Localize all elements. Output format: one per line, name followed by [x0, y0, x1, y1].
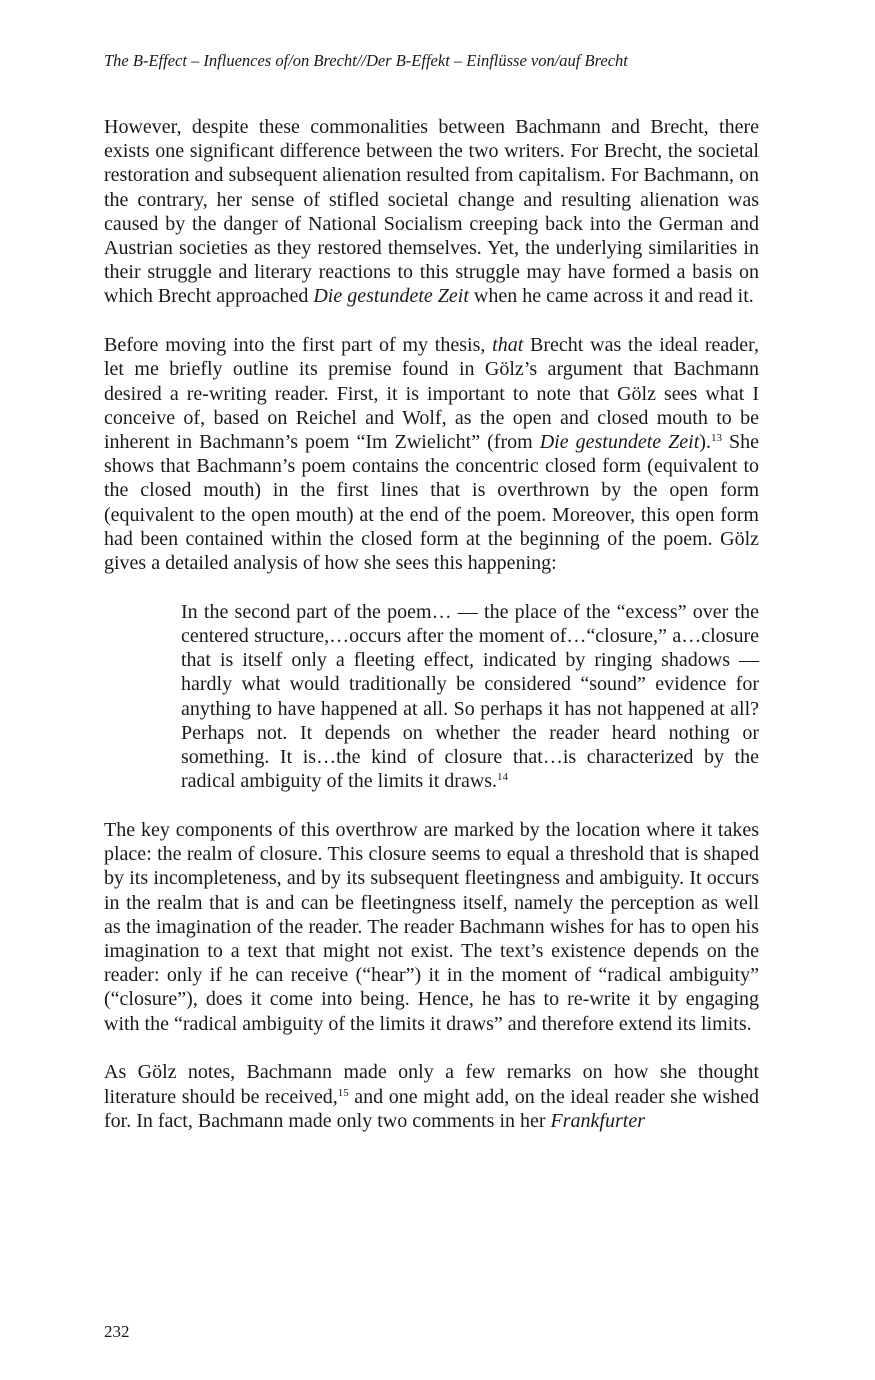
paragraph-4-text-a: As Gölz notes, Bachmann made only a few remarks on how she thought literature should be received, — [104, 1061, 759, 1108]
paragraph-3-text: The key components of this overthrow are marked by the location where it takes place: the realm of closure. This closure seems to equal a threshold that is shaped by its incompleteness, and by its subsequent fleetingness and ambiguity. It occurs in the realm that is and can be fleetingness itself, namely the perception as well as the imagination of the reader. The reader Bachmann wishes for has to open his imagination to a text that might not exist. The text’s existence depends on the reader: only if he can receive (“hear”) it in the moment of “radical ambiguity” (“closure”), does it come into being. Hence, he has to re-write it by engaging with the “radical ambiguity of the limits it draws” and therefore extend its limits. — [104, 819, 759, 1035]
paragraph-4 — [104, 1060, 759, 1133]
footnote-marker-13: 13 — [710, 432, 722, 445]
paragraph-1 — [104, 115, 759, 309]
paragraph-2-emphasis: that — [492, 334, 524, 357]
paragraph-4-text-b: and one might add, on the ideal reader she wished for. In fact, Bachmann made only two comments in her — [104, 1085, 760, 1132]
paragraph-1-text: However, despite these commonalities between Bachmann and Brecht, there exists one significant difference between the two writers. For Brecht, the societal restoration and subsequent alienation resulted from capitalism. For Bachmann, on the contrary, her sense of stifled societal change and resulting alienation was caused by the danger of National Socialism creeping back into the German and Austrian societies as they restored themselves. Yet, the underlying similarities in their struggle and literary reactions to this struggle may have formed a basis on which Brecht approached — [104, 116, 759, 308]
paragraph-2-title: Die gestundete Zeit — [539, 431, 700, 454]
paragraph-1-end: when he came across it and read it. — [473, 285, 754, 308]
body-text — [104, 115, 759, 1158]
paragraph-2-text-d: She shows that Bachmann’s poem contains the concentric closed form (equivalent to the closed mouth) in the first lines that is overthrown by the open form (equivalent to the open mouth) at the end of the poem. Moreover, this open form had been contained within the closed form at the beginning of the poem. Gölz gives a detailed analysis of how she sees this happening: — [104, 431, 759, 575]
paragraph-2-text-c: ). — [699, 431, 711, 454]
paragraph-4-title: Frankfurter — [550, 1109, 645, 1132]
block-quote-text: In the second part of the poem… — the place of the “excess” over the centered structure,…occurs after the moment of…“closure,” a…closure that is itself only a fleeting effect, indicated by ringing shadows — hardly what would traditionally be considered “sound” evidence for anything to have happened at all. So perhaps it has not happened at all? Perhaps not. It depends on whether the reader heard nothing or something. It is…the kind of closure that…is characterized by the radical ambiguity of the limits it draws. — [181, 600, 759, 793]
paragraph-3 — [104, 818, 759, 1036]
paragraph-2-text-b: Brecht was the ideal reader, let me briefly outline its premise found in Gölz’s argument that Bachmann desired a re-writing reader. First, it is important to note that Gölz sees what I conceive of, based on Reichel and Wolf, as the open and closed mouth to be inherent in Bachmann’s poem “Im Zwielicht” (from — [104, 334, 760, 454]
paragraph-2 — [104, 333, 759, 575]
footnote-marker-15: 15 — [337, 1086, 349, 1099]
running-head: The B-Effect – Influences of/on Brecht//Der B-Effekt – Einflüsse von/auf Brecht — [104, 51, 628, 70]
page-number: 232 — [104, 1322, 130, 1341]
paragraph-1-title: Die gestundete Zeit — [313, 285, 469, 308]
footnote-marker-14: 14 — [497, 771, 509, 784]
block-quote — [181, 600, 759, 794]
paragraph-2-text-a: Before moving into the first part of my thesis, — [104, 334, 486, 357]
